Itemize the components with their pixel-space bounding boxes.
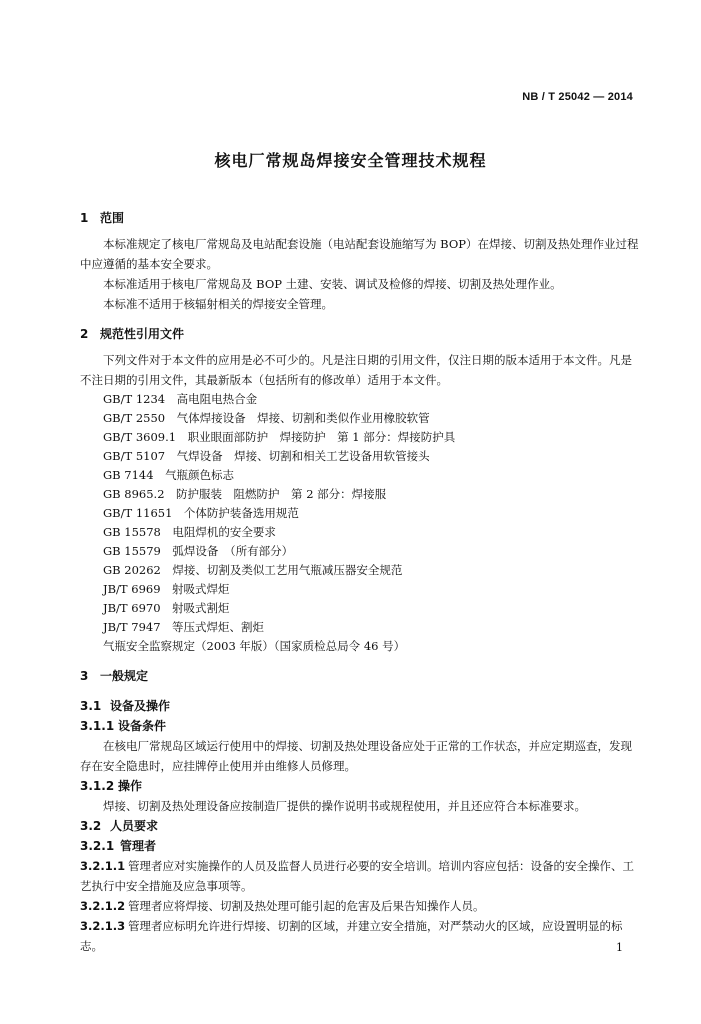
- reference-code: JB/T 6969: [103, 582, 161, 596]
- subsection-number: 3.1: [80, 699, 102, 713]
- reference-item: [80, 390, 640, 409]
- clause: [80, 916, 640, 956]
- subsection-title: 设备及操作: [110, 699, 171, 713]
- reference-code: JB/T 6970: [103, 601, 161, 615]
- reference-item: [80, 447, 640, 466]
- section-number: 1: [80, 211, 89, 225]
- subsection-number: 3.1.1: [80, 719, 115, 733]
- clause: [80, 856, 640, 896]
- paragraph: 本标准规定了核电厂常规岛及电站配套设施（电站配套设施缩写为 BOP）在焊接、切割及热处理作业过程中应遵循的基本安全要求。: [80, 237, 639, 271]
- subsection-heading: [80, 696, 640, 716]
- subsection-title: 设备条件: [118, 719, 167, 733]
- section-2-heading: [80, 324, 640, 344]
- reference-item: [80, 542, 640, 561]
- reference-title: 气焊设备 焊接、切割和相关工艺设备用软管接头: [176, 449, 430, 463]
- clause-number: 3.2.1.1: [80, 859, 126, 873]
- subsection-heading: [80, 836, 640, 856]
- subsection-number: 3.2.1: [80, 839, 115, 853]
- reference-code: GB 20262: [103, 563, 161, 577]
- paragraph: 本标准适用于核电厂常规岛及 BOP 土建、安装、调试及检修的焊接、切割及热处理作业。: [103, 277, 562, 291]
- clause-number: 3.2.1.3: [80, 919, 126, 933]
- reference-title: 弧焊设备 （所有部分）: [172, 544, 294, 558]
- page-number: 1: [616, 941, 623, 954]
- reference-code: GB/T 1234: [103, 392, 166, 406]
- reference-item: [80, 428, 640, 447]
- reference-item: [80, 409, 640, 428]
- subsection-heading: [80, 716, 640, 736]
- reference-item: [80, 580, 640, 599]
- clause-text: 管理者应将焊接、切割及热处理可能引起的危害及后果告知操作人员。: [128, 899, 485, 913]
- reference-title: 射吸式焊炬: [172, 582, 230, 596]
- clause-number: 3.2.1.2: [80, 899, 126, 913]
- reference-code: GB 15578: [103, 525, 161, 539]
- section-number: 2: [80, 327, 89, 341]
- reference-title: 高电阻电热合金: [176, 392, 258, 406]
- reference-code: GB 7144: [103, 468, 154, 482]
- subsection-heading: [80, 776, 640, 796]
- reference-list: [80, 390, 640, 656]
- reference-code: GB/T 5107: [103, 449, 166, 463]
- section-1-heading: [80, 208, 640, 228]
- clause: [80, 896, 640, 916]
- paragraph: 焊接、切割及热处理设备应按制造厂提供的操作说明书或规程使用，并且还应符合本标准要求。: [103, 799, 586, 813]
- reference-title: 电阻焊机的安全要求: [172, 525, 276, 539]
- reference-code: JB/T 7947: [103, 620, 161, 634]
- subsection-heading: [80, 816, 640, 836]
- subsection-number: 3.1.2: [80, 779, 115, 793]
- subsection-number: 3.2: [80, 819, 102, 833]
- reference-item: [80, 485, 640, 504]
- paragraph: 在核电厂常规岛区域运行使用中的焊接、切割及热处理设备应处于正常的工作状态，并应定期巡查，发现存在安全隐患时，应挂牌停止使用并由维修人员修理。: [80, 739, 632, 773]
- clause-text: 管理者应对实施操作的人员及监督人员进行必要的安全培训。培训内容应包括：设备的安全操作、工艺执行中安全措施及应急事项等。: [80, 859, 634, 893]
- reference-title: 等压式焊炬、割炬: [172, 620, 265, 634]
- paragraph: 下列文件对于本文件的应用是必不可少的。凡是注日期的引用文件，仅注日期的版本适用于本文件。凡是不注日期的引用文件，其最新版本（包括所有的修改单）适用于本文件。: [80, 353, 632, 387]
- paragraph: 本标准不适用于核辐射相关的焊接安全管理。: [103, 297, 333, 311]
- section-title: 范围: [100, 211, 125, 225]
- section-number: 3: [80, 669, 89, 683]
- reference-title: 职业眼面部防护 焊接防护 第 1 部分：焊接防护具: [187, 430, 456, 444]
- reference-item: [80, 523, 640, 542]
- reference-code: GB/T 2550: [103, 411, 166, 425]
- reference-item: [80, 618, 640, 637]
- reference-title: 气瓶安全监察规定（2003 年版）（国家质检总局令 46 号）: [103, 639, 406, 653]
- reference-item: [80, 466, 640, 485]
- reference-code: GB/T 3609.1: [103, 430, 177, 444]
- reference-item: [80, 637, 640, 656]
- reference-item: [80, 599, 640, 618]
- section-title: 一般规定: [100, 669, 149, 683]
- clause-text: 管理者应标明允许进行焊接、切割的区域，并建立安全措施，对严禁动火的区域，应设置明显的标志。: [80, 919, 623, 953]
- section-3-heading: [80, 666, 640, 686]
- reference-title: 气体焊接设备 焊接、切割和类似作业用橡胶软管: [176, 411, 430, 425]
- reference-title: 气瓶颜色标志: [165, 468, 235, 482]
- document-code: NB / T 25042 — 2014: [522, 91, 633, 103]
- reference-title: 个体防护装备选用规范: [183, 506, 299, 520]
- reference-title: 防护服装 阻燃防护 第 2 部分：焊接服: [176, 487, 387, 501]
- subsection-title: 管理者: [120, 839, 157, 853]
- reference-code: GB 8965.2: [103, 487, 165, 501]
- subsection-title: 人员要求: [110, 819, 159, 833]
- reference-title: 焊接、切割及类似工艺用气瓶减压器安全规范: [172, 563, 403, 577]
- reference-item: [80, 561, 640, 580]
- reference-code: GB 15579: [103, 544, 161, 558]
- subsection-title: 操作: [118, 779, 143, 793]
- document-title: 核电厂常规岛焊接安全管理技术规程: [214, 151, 487, 170]
- reference-code: GB/T 11651: [103, 506, 173, 520]
- reference-item: [80, 504, 640, 523]
- reference-title: 射吸式割炬: [172, 601, 230, 615]
- document-body: [80, 208, 640, 956]
- section-title: 规范性引用文件: [100, 327, 185, 341]
